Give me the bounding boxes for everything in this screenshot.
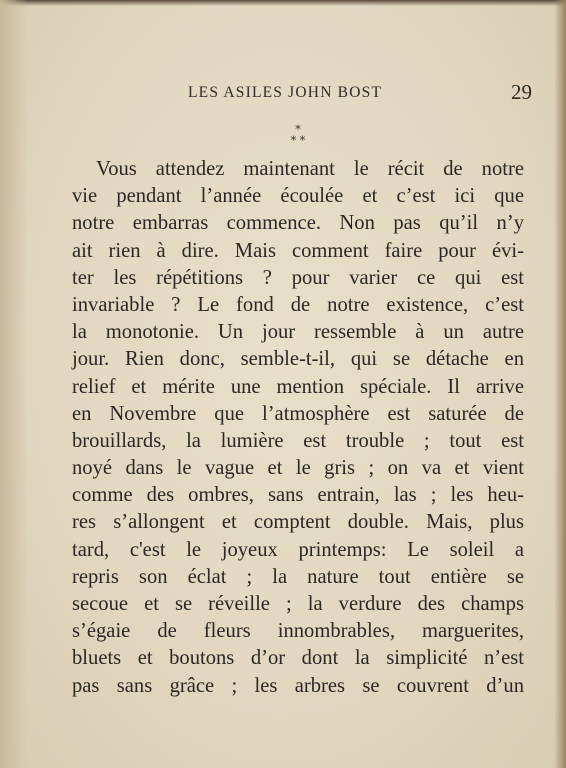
text-line: ter les répétitions ? pour varier ce qui est [72, 266, 524, 289]
text-line: comme des ombres, sans entrain, las ; les heu- [72, 484, 524, 507]
text-line: pas sans grâce ; les arbres se couvrent d’un [72, 674, 524, 697]
text-line: repris son éclat ; la nature tout entière se [72, 565, 524, 588]
page-header [70, 82, 532, 112]
page-right-edge [554, 0, 566, 768]
text-line: res s’allongent et comptent double. Mais, plus [72, 511, 524, 534]
text-line: la monotonie. Un jour ressemble à un autre [72, 321, 524, 344]
asterism-bottom: * * [290, 134, 306, 147]
page-left-edge [0, 0, 28, 768]
text-line: Vous attendez maintenant le récit de notre [96, 158, 524, 180]
text-line: secoue et se réveille ; la verdure des champs [72, 593, 524, 615]
text-line: vie pendant l’année écoulée et c’est ici que [72, 185, 524, 208]
asterism-top: * [295, 123, 301, 136]
text-line: jour. Rien donc, semble-t-il, qui se détache en [72, 348, 524, 371]
text-line: noyé dans le vague et le gris ; on va et vient [72, 457, 524, 480]
text-line: en Novembre que l’atmosphère est saturée de [72, 402, 524, 425]
text-line: bluets et boutons d’or dont la simplicité n’est [72, 647, 524, 670]
text-line: tard, c'est le joyeux printemps: Le soleil a [72, 538, 524, 561]
text-line: relief et mérite une mention spéciale. Il arrive [72, 375, 524, 398]
body-text [72, 156, 524, 700]
text-line: invariable ? Le fond de notre existence, c’est [72, 293, 524, 316]
text-line: s’égaie de fleurs innombrables, marguerites, [72, 620, 524, 643]
text-line: brouillards, la lumière est trouble ; tout est [72, 429, 524, 452]
running-title: LES ASILES JOHN BOST [188, 84, 383, 101]
page-top-shadow [0, 0, 566, 6]
text-line: notre embarras commence. Non pas qu’il n’y [72, 212, 524, 235]
text-line: ait rien à dire. Mais comment faire pour évi- [72, 239, 524, 262]
section-asterism [278, 124, 318, 154]
page-number: 29 [511, 80, 532, 104]
